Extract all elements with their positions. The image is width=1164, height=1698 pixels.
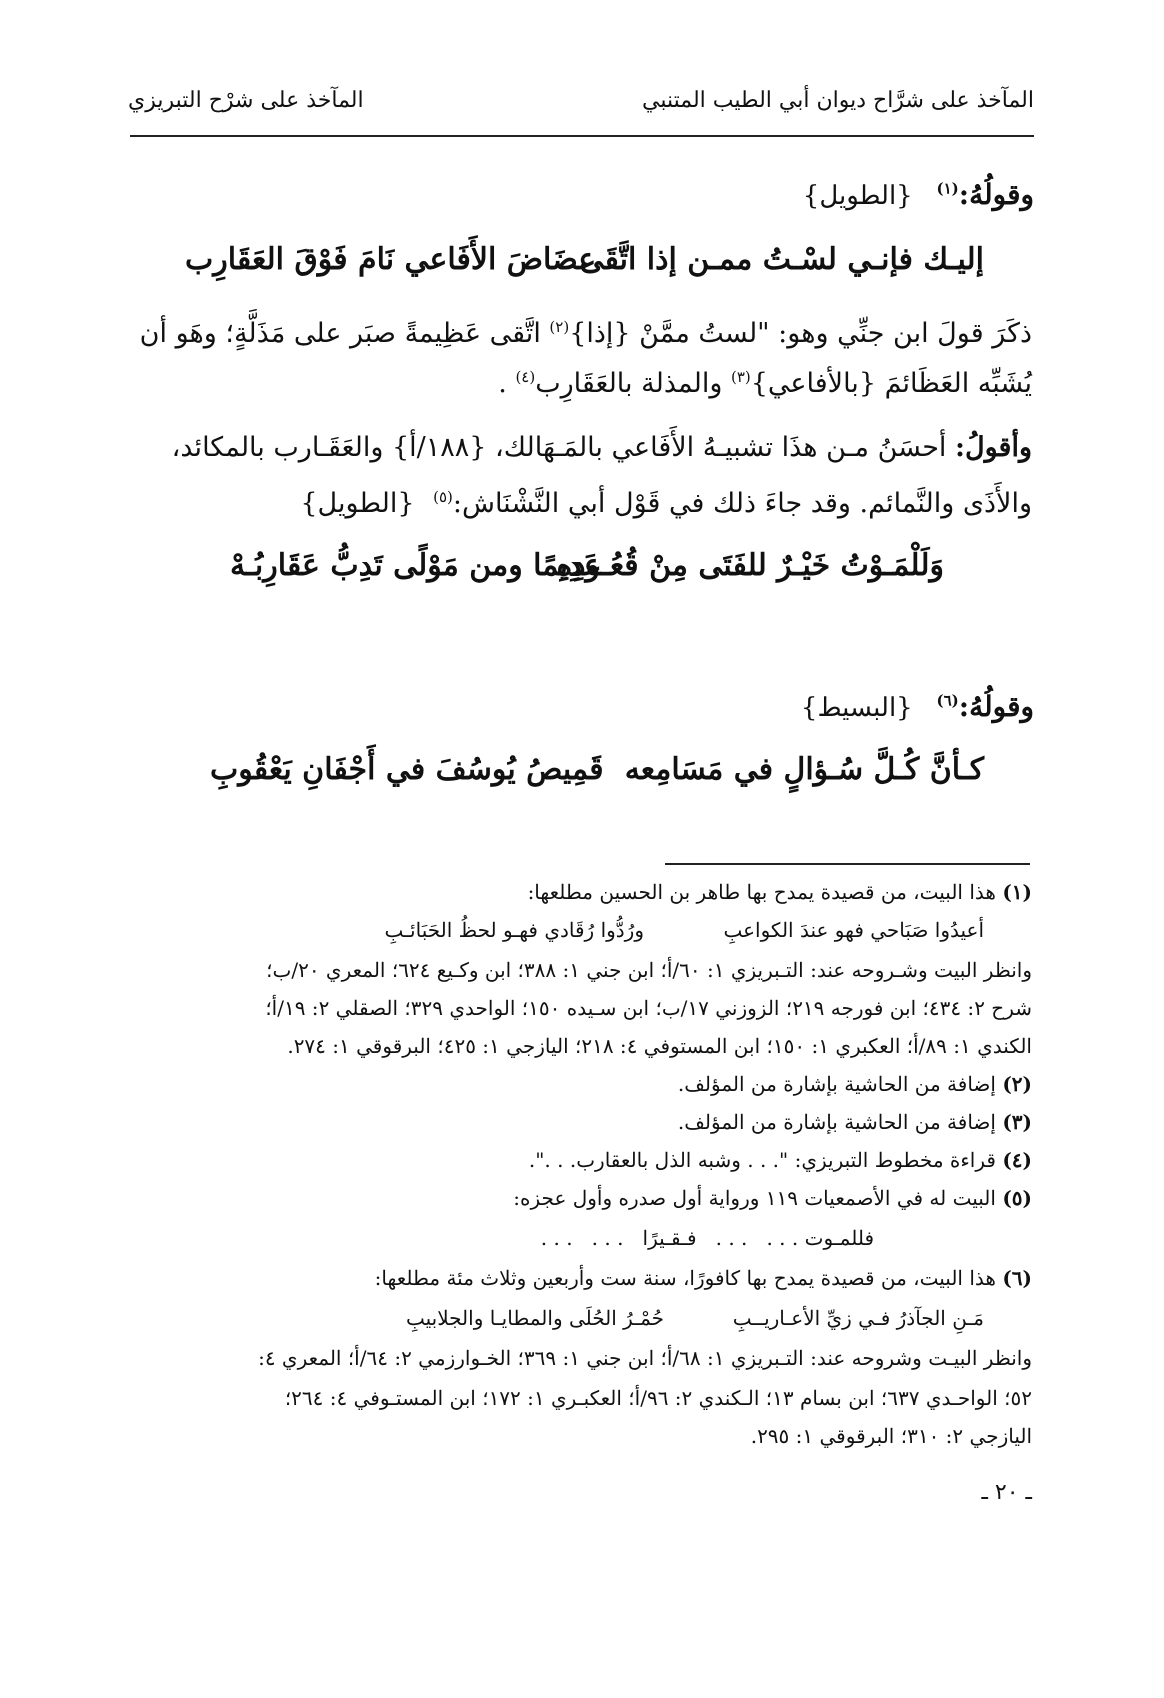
footnote-5 xyxy=(513,1186,1032,1210)
section1-verse2-second-half: عَدِيمًا ومن مَوْلًى تَدِبُّ عَقَارِبُـهْ xyxy=(230,548,602,583)
footnote-5-verse: فللمـوت . . . . . . فـقـيرًا . . . . . . xyxy=(540,1226,874,1250)
footnote-6-number: (٦) xyxy=(1002,1266,1032,1290)
paragraph1-line2 xyxy=(498,368,1032,399)
section1-heading xyxy=(803,178,1034,211)
section1-verse2-first-half: وَلَلْمَـوْتُ خَيْـرٌ للفَتَى مِنْ قُعُـودِهِ xyxy=(556,548,944,583)
section1-verse-second-half: عضَاضَ الأَفَاعي نَامَ فَوْقَ العَقَارِب xyxy=(185,242,597,277)
paragraph1-line1-text-a: ذكَرَ قولَ ابن جنِّي وهو: "لستُ ممَّنْ {إذا} xyxy=(569,318,1032,349)
footnote-3-text: إضافة من الحاشية بإشارة من المؤلف. xyxy=(677,1110,1003,1134)
section1-meter: {الطويل} xyxy=(802,181,913,211)
running-header-chapter-title: المآخذ على شرْح التبريزي xyxy=(128,88,364,113)
footnote-ref-2: (٢) xyxy=(549,318,570,336)
footnote-ref-3: (٣) xyxy=(730,368,751,386)
footnote-1-verse-first-half: أعيدُوا صَبَاحي فهو عندَ الكواعبِ xyxy=(723,918,984,942)
footnote-4-number: (٤) xyxy=(1002,1148,1032,1172)
paragraph1-line2-text-b: والمذلة بالعَقَارِب xyxy=(535,368,731,399)
section2-verse-second-half: قَمِيصُ يُوسُفَ في أَجْفَانِ يَعْقُوبِ xyxy=(210,752,604,787)
footnote-6-line5: اليازجي ٢: ٣١٠؛ البرقوقي ١: ٢٩٥. xyxy=(750,1424,1032,1448)
footnote-4 xyxy=(529,1148,1032,1172)
footnote-5-number: (٥) xyxy=(1002,1186,1032,1210)
paragraph2-lead-word: وأقولُ: xyxy=(955,432,1032,463)
footnote-divider xyxy=(665,863,1030,865)
footnote-ref-4: (٤) xyxy=(515,368,536,386)
page-number: ـ ٢٠ ـ xyxy=(981,1480,1032,1505)
footnote-1-number: (١) xyxy=(1002,880,1032,904)
footnote-1-line4: شرح ٢: ٤٣٤؛ ابن فورجه ٢١٩؛ الزوزني ١٧/ب؛ ابن سـيده ١٥٠؛ الواحدي ٣٢٩؛ الصقلي ٢: ١٩/أ؛ xyxy=(265,996,1032,1020)
footnote-2 xyxy=(678,1072,1032,1096)
section2-intro: وقولُهُ: xyxy=(958,690,1034,723)
footnote-2-text: إضافة من الحاشية بإشارة من المؤلف. xyxy=(677,1072,1003,1096)
footnote-6-verse-first-half: مَـنِ الجآذرُ فـي زيِّ الأعـاريــبِ xyxy=(732,1306,984,1330)
footnote-6-verse-second-half: حُمْـرُ الحُلَى والمطايـا والجلابيبِ xyxy=(405,1306,664,1330)
footnote-4-text: قراءة مخطوط التبريزي: ". . . وشبه الذل بالعقارب. . .". xyxy=(528,1148,1003,1172)
paragraph2-line1 xyxy=(172,432,1032,463)
paragraph1-line2-text-a: يُشَبِّه العَظَائمَ {بالأفاعي} xyxy=(750,368,1032,399)
footnote-1-text: هذا البيت، من قصيدة يمدح بها طاهر بن الحسين مطلعها: xyxy=(527,880,1003,904)
footnote-3 xyxy=(678,1110,1032,1134)
footnote-ref-1: (١) xyxy=(936,179,959,198)
paragraph1-line2-text-c: . xyxy=(498,368,516,399)
footnote-1 xyxy=(528,880,1032,904)
section2-verse-first-half: كـأنَّ كُـلَّ سُـؤالٍ في مَسَامِعه xyxy=(624,752,984,787)
footnote-ref-5: (٥) xyxy=(433,488,453,506)
paragraph2-meter: {الطويل} xyxy=(300,488,415,519)
footnote-6-text: هذا البيت، من قصيدة يمدح بها كافورًا، سنة ست وأربعين وثلاث مئة مطلعها: xyxy=(374,1266,1003,1290)
paragraph1-line1 xyxy=(140,318,1032,349)
running-header-book-title: المآخذ على شرَّاح ديوان أبي الطيب المتنبي xyxy=(642,88,1034,113)
footnote-2-number: (٢) xyxy=(1002,1072,1032,1096)
section1-verse-first-half: إليـك فإنـي لسْـتُ ممـن إذا اتَّقَى xyxy=(579,242,984,277)
footnote-6 xyxy=(375,1266,1032,1290)
paragraph2-line2-text: والأَذَى والنَّمائم. وقد جاءَ ذلك في قَوْل أبي النَّشْنَاش: xyxy=(452,488,1032,519)
footnote-5-text: البيت له في الأصمعيات ١١٩ ورواية أول صدره وأول عجزه: xyxy=(513,1186,1003,1210)
footnote-6-line4: ٥٢؛ الواحـدي ٦٣٧؛ ابن بسام ١٣؛ الـكندي ٢: ٩٦/أ؛ العكبـري ١: ١٧٢؛ ابن المستـوفي ٤: ٢٦٤؛ xyxy=(284,1386,1032,1410)
header-divider xyxy=(130,135,1034,137)
footnote-1-verse-second-half: ورُدُّوا رُقَادي فهـو لحظُ الحَبَائـبِ xyxy=(384,918,644,942)
footnote-3-number: (٣) xyxy=(1002,1110,1032,1134)
paragraph2-line1-text: أحسَنُ مـن هذَا تشبيـهُ الأَفَاعي بالمَـهَالك، {١٨٨/أ} والعَقَـارب بالمكائد، xyxy=(171,432,956,463)
footnote-1-line3: وانظر البيت وشـروحه عند: التـبريزي ١: ٦٠/أ؛ ابن جني ١: ٣٨٨؛ ابن وكـيع ٦٢٤؛ المعري ٢٠/ب؛ xyxy=(266,958,1032,982)
footnote-ref-6: (٦) xyxy=(936,691,959,710)
paragraph1-line1-text-b: اتَّقى عَظِيمةً صبَر على مَذَلَّةٍ؛ وهَو أن xyxy=(139,318,550,349)
paragraph2-line2 xyxy=(300,488,1032,519)
footnote-6-line3: وانظر البيـت وشروحه عند: التـبريزي ١: ٦٨/أ؛ ابن جني ١: ٣٦٩؛ الخـوارزمي ٢: ٦٤/أ؛ المعري ٤: xyxy=(258,1346,1032,1370)
section2-heading xyxy=(801,690,1034,723)
footnote-1-line5: الكندي ١: ٨٩/أ؛ العكبري ١: ١٥٠؛ ابن المستوفي ٤: ٢١٨؛ اليازجي ١: ٤٢٥؛ البرقوقي ١: ٢٧٤. xyxy=(287,1034,1032,1058)
section2-meter: {البسيط} xyxy=(800,693,913,723)
section1-intro: وقولُهُ: xyxy=(958,178,1034,211)
